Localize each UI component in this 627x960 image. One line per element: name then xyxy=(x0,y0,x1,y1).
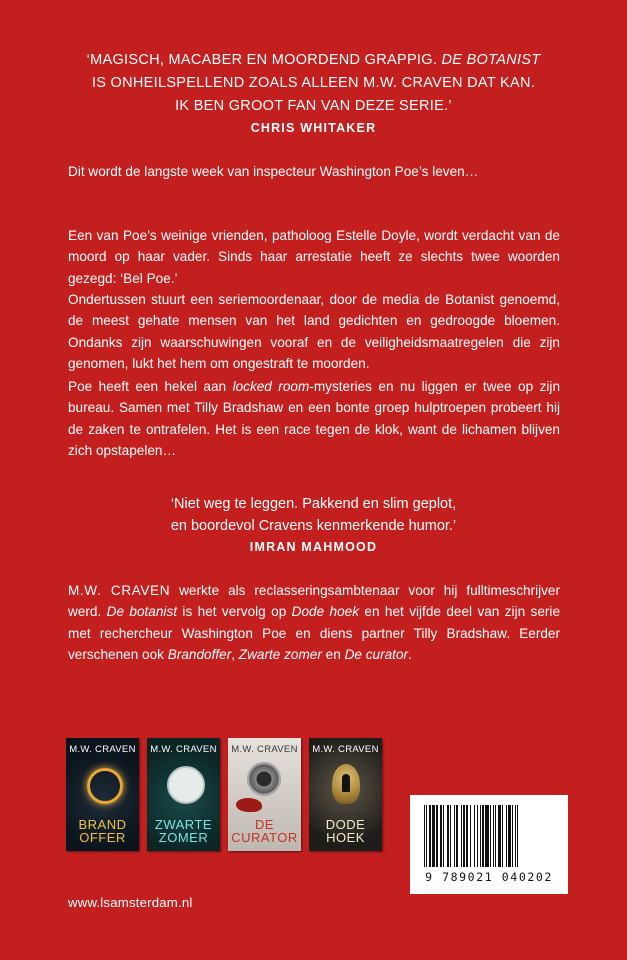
plate-icon xyxy=(167,766,205,804)
cover-author: M.W. CRAVEN xyxy=(231,744,298,755)
cover-title-line: HOEK xyxy=(326,830,365,845)
author-bio xyxy=(68,580,560,666)
isbn-barcode xyxy=(410,795,568,894)
text-run: Poe heeft een hekel aan xyxy=(68,379,233,394)
blurb-paragraph-1 xyxy=(68,161,560,182)
text-emphasis: Brandoffer xyxy=(167,647,232,663)
quote-line: en boordevol Cravens kenmerkende humor.’ xyxy=(170,518,457,534)
cover-author: M.W. CRAVEN xyxy=(312,744,379,755)
barcode-stripe xyxy=(518,805,519,867)
paragraph-text: Ondertussen stuurt een seriemoordenaar, door de media de Botanist genoemd, de meest gehate mensen van het land gedichten en gedroogde bloemen. Ondanks zijn waarschuwingen vooraf en de veiligheidsmaatregelen die zijn genomen, lukt het hem om ongestraft te moorden. xyxy=(68,292,560,372)
quote-title: DE BOTANIST xyxy=(441,52,541,68)
cover-title xyxy=(228,818,301,844)
isbn-number: 9 789021 040202 xyxy=(425,870,553,884)
quote-author: IMRAN MAHMOOD xyxy=(249,540,378,554)
blurb-paragraph-4 xyxy=(68,376,560,462)
paragraph-text: Een van Poe’s weinige vrienden, patholoog Estelle Doyle, wordt verdacht van de moord op haar vader. Sinds haar arrestatie heeft ze slechts twee woorden gezegd: ‘Bel Poe.’ xyxy=(68,228,560,286)
top-quote xyxy=(60,49,567,140)
drain-icon xyxy=(247,762,281,796)
keyhole-icon xyxy=(332,764,360,804)
book-cover-de-curator xyxy=(228,738,301,851)
quote-line: IS ONHEILSPELLEND ZOALS ALLEEN M.W. CRAVEN DAT KAN. xyxy=(91,75,536,91)
barcode-bars xyxy=(424,805,556,867)
blurb-paragraph-2 xyxy=(68,225,560,289)
text-run: en xyxy=(321,647,345,663)
cover-title-line: ZOMER xyxy=(158,830,209,845)
cover-title-line: ZWARTE xyxy=(154,817,213,832)
text-emphasis: De curator xyxy=(344,647,409,663)
fire-ring-icon xyxy=(87,768,123,804)
paragraph-text: Dit wordt de langste week van inspecteur Washington Poe’s leven… xyxy=(68,164,479,179)
book-cover-zwarte-zomer xyxy=(147,738,220,851)
paragraph-text xyxy=(68,376,560,462)
text-emphasis: locked room xyxy=(232,379,310,394)
cover-title xyxy=(66,818,139,844)
text-run: is het vervolg op xyxy=(177,604,292,620)
blood-splatter-icon xyxy=(236,798,262,812)
cover-title-line: DODE xyxy=(325,817,366,832)
author-name: M.W. CRAVEN xyxy=(68,583,171,598)
cover-author: M.W. CRAVEN xyxy=(69,744,136,755)
cover-title-line: OFFER xyxy=(79,830,126,845)
book-cover-dode-hoek xyxy=(309,738,382,851)
blurb-paragraph-3 xyxy=(68,289,560,375)
quote-line: ‘MAGISCH, MACABER EN MOORDEND GRAPPIG. xyxy=(86,52,438,68)
cover-title-line: CURATOR xyxy=(231,830,298,845)
cover-title xyxy=(309,818,382,844)
cover-title-line: BRAND xyxy=(78,817,127,832)
text-run: en het vijfde deel van zijn serie met rechercheur Washington Poe en diens partner Tilly Bradshaw. Eerder verschenen ook xyxy=(68,604,561,663)
cover-title-line: DE xyxy=(254,817,275,832)
text-run: , xyxy=(231,647,239,663)
quote-line: ‘Niet weg te leggen. Pakkend en slim geplot, xyxy=(170,496,457,512)
quote-author: CHRIS WHITAKER xyxy=(250,121,377,135)
text-run: werkte als reclasseringsambtenaar voor hij fulltimeschrijver werd. xyxy=(68,583,561,620)
text-run: -mysteries en nu liggen er twee op zijn bureau. Samen met Tilly Bradshaw en een bonte groep hulptroepen probeert hij de zaken te ontrafelen. Het is een race tegen de klok, want de lichamen blijven zich opstapelen… xyxy=(68,379,561,459)
text-emphasis: Zwarte zomer xyxy=(238,647,322,663)
publisher-website[interactable]: www.lsamsterdam.nl xyxy=(68,895,193,910)
text-emphasis: Dode hoek xyxy=(291,604,360,620)
middle-quote xyxy=(60,493,567,558)
cover-title xyxy=(147,818,220,844)
book-cover-brandoffer xyxy=(66,738,139,851)
quote-line: IK BEN GROOT FAN VAN DEZE SERIE.’ xyxy=(175,98,452,114)
text-emphasis: De botanist xyxy=(106,604,178,620)
text-run: . xyxy=(408,647,412,663)
cover-author: M.W. CRAVEN xyxy=(150,744,217,755)
